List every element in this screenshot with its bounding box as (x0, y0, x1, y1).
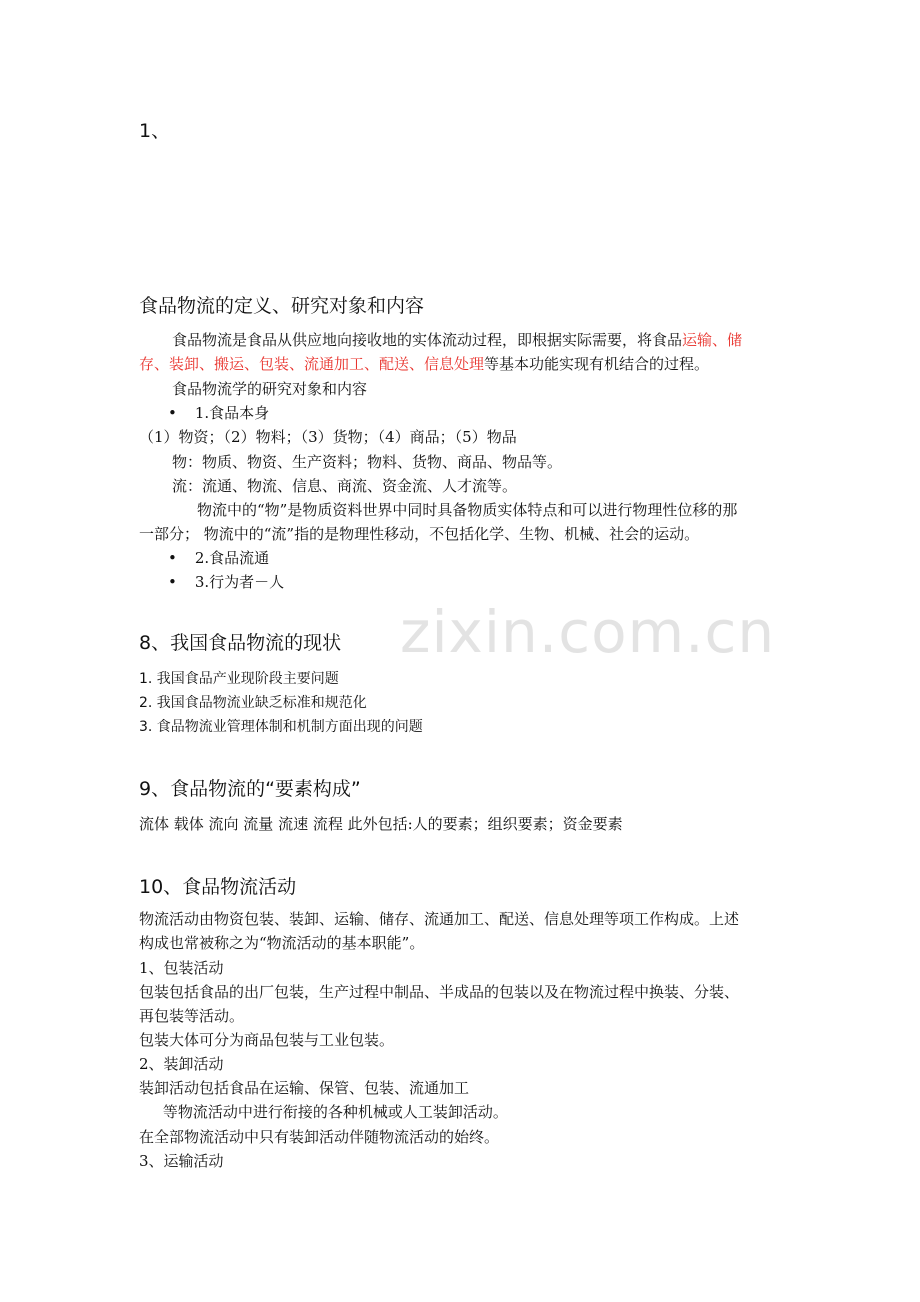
section10-line: 构成也常被称之为“物流活动的基本职能”。 (139, 934, 425, 952)
section8-heading: 8、我国食品物流的现状 (139, 632, 342, 654)
item-list: （1）物资；（2）物料；（3）货物；（4）商品；（5）物品 (139, 428, 517, 446)
definition-text: 食品物流是食品从供应地向接收地的实体流动过程，即根据实际需要，将食品 (172, 331, 683, 349)
section10-line: 等物流活动中进行衔接的各种机械或人工装卸活动。 (139, 1103, 508, 1121)
highlight-functions-2: 存、装卸、搬运、包装、流通加工、配送、信息处理 (139, 355, 485, 373)
definition-para-line2 (139, 352, 709, 376)
wuliu-para-line1: 物流中的“物”是物质资料世界中同时具备物质实体特点和可以进行物理性位移的那 (197, 501, 738, 519)
bullet-text: 1.食品本身 (194, 404, 270, 422)
liu-definition: 流：流通、物流、信息、商流、资金流、人才流等。 (172, 477, 518, 495)
wu-definition: 物：物质、物资、生产资料；物料、货物、商品、物品等。 (172, 453, 563, 471)
bullet-text: 3.行为者－人 (194, 573, 285, 591)
section9-heading: 9、食品物流的“要素构成” (139, 778, 361, 800)
bullet-text: 2.食品流通 (194, 549, 270, 567)
subsection-packaging: 1、包装活动 (139, 959, 224, 977)
section10-line: 装卸活动包括食品在运输、保管、包装、流通加工 (139, 1079, 470, 1097)
section8-item: 3. 食品物流业管理体制和机制方面出现的问题 (139, 719, 423, 735)
section10-line: 再包装等活动。 (139, 1007, 245, 1025)
bullet-item-2 (168, 546, 269, 570)
section9-elements: 流体 载体 流向 流量 流速 流程 此外包括:人的要素；组织要素；资金要素 (139, 815, 623, 833)
section8-item: 2. 我国食品物流业缺乏标准和规范化 (139, 695, 367, 711)
bullet-dot: • (168, 573, 177, 591)
bullet-dot: • (168, 549, 177, 567)
definition-text-end: 等基本功能实现有机结合的过程。 (484, 355, 710, 373)
section10-line: 包装大体可分为商品包装与工业包装。 (139, 1031, 395, 1049)
section10-line: 在全部物流活动中只有装卸活动伴随物流活动的始终。 (139, 1128, 500, 1146)
watermark: zixin.com.cn (400, 598, 776, 666)
subsection-transport: 3、运输活动 (139, 1152, 224, 1170)
section10-line: 包装包括食品的出厂包装，生产过程中制品、半成品的包装以及在物流过程中换装、分装、 (139, 983, 740, 1001)
research-subtitle: 食品物流学的研究对象和内容 (172, 380, 368, 398)
definition-heading: 食品物流的定义、研究对象和内容 (139, 295, 425, 317)
bullet-dot: • (168, 404, 177, 422)
section8-item: 1. 我国食品产业现阶段主要问题 (139, 671, 339, 687)
section10-line: 物流活动由物资包装、装卸、运输、储存、流通加工、配送、信息处理等项工作构成。上述 (139, 910, 740, 928)
wuliu-para-line2: 一部分； 物流中的“流”指的是物理性移动，不包括化学、生物、机械、社会的运动。 (139, 525, 700, 543)
subsection-loading: 2、装卸活动 (139, 1055, 224, 1073)
section10-heading: 10、食品物流活动 (139, 876, 297, 898)
bullet-item-1 (168, 401, 269, 425)
number-heading: 1、 (139, 120, 171, 142)
definition-para-line1 (172, 328, 742, 352)
highlight-functions-1: 运输、储 (682, 331, 743, 349)
bullet-item-3 (168, 570, 284, 594)
